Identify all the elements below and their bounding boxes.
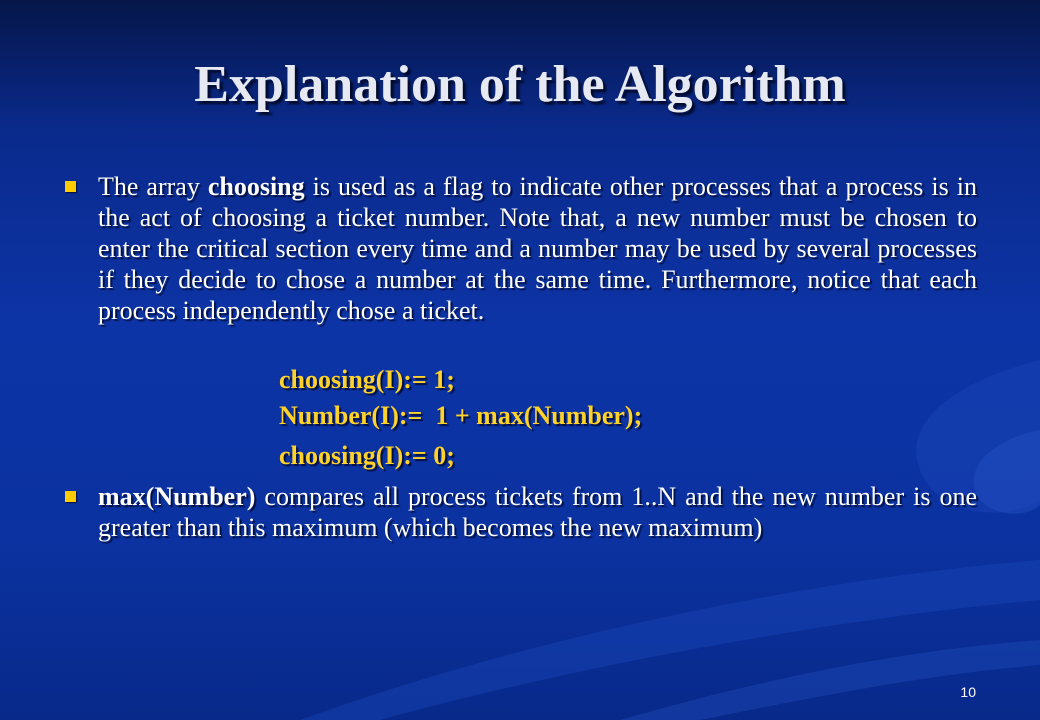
code-line-1: choosing(I):= 1; — [279, 365, 455, 394]
bullet-2-bold-term: max(Number) — [98, 482, 256, 511]
slide-title: Explanation of the Algorithm — [194, 56, 846, 113]
bullet-1-text-before: The array — [98, 172, 208, 201]
bullet-marker-2 — [65, 491, 76, 502]
bullet-1-text-after: is used as a flag to indicate other processes that a process is in the act of choosing a ticket number. Note that, a new number must be chosen to enter the critical section every time and a number may be used by several processes if they decide to chose a number at the same time. Furthermore, notice that each process independently chose a ticket. — [98, 172, 977, 325]
bullet-1-bold-term: choosing — [207, 172, 305, 201]
bullet-2-text-after: compares all process tickets from 1..N and the new number is one greater than this maximum (which becomes the new maximum) — [98, 482, 977, 542]
code-line-3: choosing(I):= 0; — [279, 441, 455, 470]
code-line-2: Number(I):= 1 + max(Number); — [279, 401, 643, 430]
bullet-paragraph-1 — [98, 171, 977, 326]
bullet-marker-1 — [65, 181, 76, 192]
bullet-paragraph-2 — [98, 481, 977, 543]
page-number: 10 — [960, 684, 976, 700]
